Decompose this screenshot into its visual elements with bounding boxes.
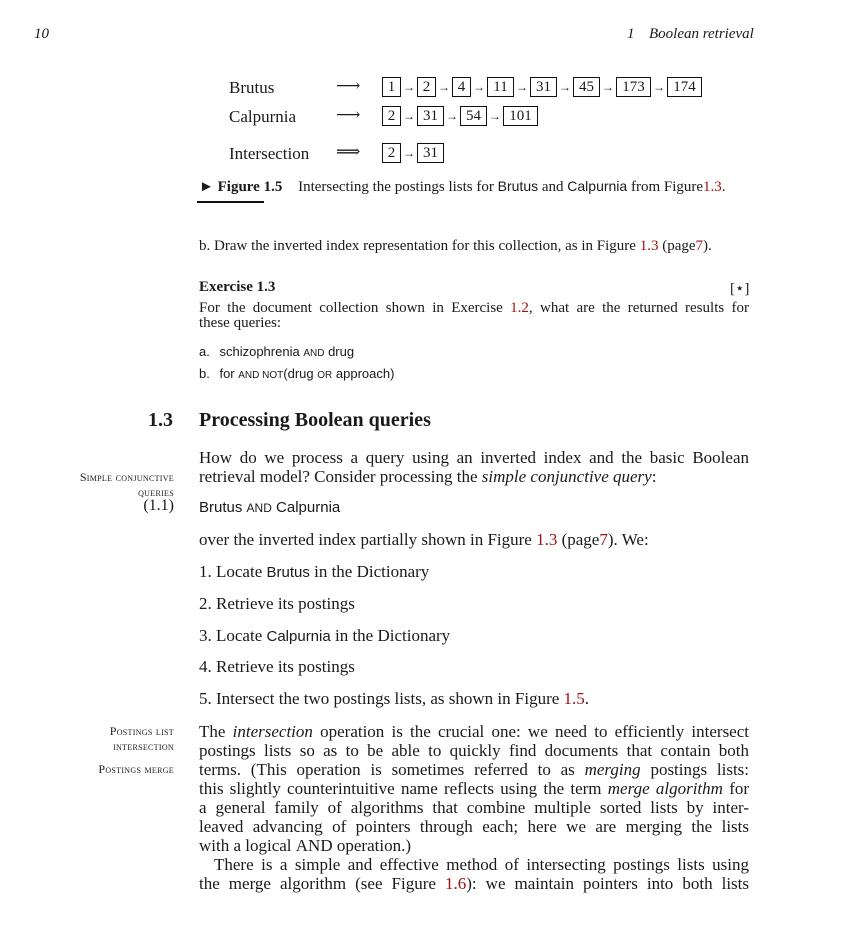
para-text: ): we maintain pointers into both lists (466, 874, 750, 893)
row-label-calpurnia: Calpurnia (229, 107, 297, 126)
intro-line2 (199, 467, 656, 486)
posting-box: 31 (417, 143, 444, 163)
over-figure-ref[interactable]: 1.3 (536, 530, 558, 549)
step-5 (199, 689, 589, 708)
para-text: The (199, 722, 226, 741)
exercise-item-b2 (199, 366, 394, 381)
posting-link-arrow: → (602, 80, 614, 94)
query-term: drug (328, 344, 355, 359)
step-2 (199, 594, 355, 613)
posting-link-arrow: → (516, 80, 528, 94)
over-text-main: over the inverted index partially shown in Figure (199, 530, 532, 549)
margin-note-postings-intersection (0, 724, 174, 754)
para-emphasis: merge algorithm (607, 779, 723, 798)
row-label-brutus: Brutus (229, 78, 275, 97)
posting-box: 174 (667, 77, 702, 97)
posting-link-arrow: → (438, 80, 450, 94)
para-line (199, 760, 749, 779)
para-text: operation is the crucial one: we need to efficiently intersect (320, 722, 749, 741)
step-term: Brutus (266, 564, 310, 581)
step-figure-ref[interactable]: 1.5 (563, 689, 585, 708)
caption-and: and (541, 179, 564, 195)
para-text: postings lists: (650, 760, 750, 779)
posting-box: 173 (616, 77, 651, 97)
para-smallcaps: AND (295, 836, 333, 855)
chapter-title: Boolean retrieval (649, 26, 754, 42)
exercise-title: Exercise 1.3 (199, 279, 276, 295)
step-term: Calpurnia (266, 628, 331, 645)
step-3 (199, 626, 450, 646)
step-text-post: in the Dictionary (314, 562, 430, 581)
posting-link-arrow: → (403, 109, 415, 123)
step-text-post: . (584, 689, 590, 708)
step-text: Locate (216, 626, 263, 645)
query-operator: AND (246, 501, 272, 515)
para-line (199, 874, 749, 893)
posting-box: 31 (530, 77, 557, 97)
para-text: terms. (This operation is sometimes referred to as (199, 760, 575, 779)
row-arrow-calpurnia: ⟶ (336, 105, 361, 124)
caption-marker: ► (199, 179, 214, 195)
step-text: Intersect the two postings lists, as shown in Figure (216, 689, 560, 708)
intro-text: retrieval model? Consider processing the (199, 467, 478, 486)
query-op: AND (303, 348, 325, 359)
step-number: 5. (199, 689, 212, 708)
para-text: operation.) (336, 836, 411, 855)
para-text: this slightly counterintuitive name reflects using the term (199, 779, 602, 798)
item-page-post: ). (703, 238, 712, 254)
margin-note-simple-conjunctive (0, 470, 174, 500)
posting-link-arrow: → (489, 109, 501, 123)
step-text: Locate (216, 562, 263, 581)
posting-box: 54 (460, 106, 487, 126)
item-a-letter: a. (199, 344, 210, 359)
step-number: 2. (199, 594, 212, 613)
exercise-difficulty: [⋆] (730, 281, 750, 297)
step-4 (199, 657, 355, 676)
exercise-text-line2: these queries: (199, 315, 282, 331)
query-term: approach) (335, 366, 395, 381)
posting-box: 101 (503, 106, 538, 126)
row-label-intersection: Intersection (229, 144, 310, 163)
exercise-text: For the document collection shown in Exercise (199, 300, 503, 316)
para-line: a general family of algorithms that combine multiple sorted lists by inter- (199, 798, 749, 817)
item-figure-ref[interactable]: 1.3 (639, 238, 659, 254)
query-term-brutus: Brutus (199, 499, 243, 516)
para-text: for (729, 779, 750, 798)
caption-rule (197, 201, 264, 203)
over-text (199, 530, 649, 549)
step-number: 3. (199, 626, 212, 645)
para-emphasis: intersection (232, 722, 313, 741)
para-emphasis: merging (584, 760, 641, 779)
margin-note-line: Simple conjunctive (79, 470, 174, 484)
para-line: postings lists so as to be able to quickly find documents that contain both (199, 741, 749, 760)
posting-box: 1 (382, 77, 401, 97)
exercise-item-a (199, 344, 354, 359)
margin-note-line: Postings list (109, 724, 174, 738)
posting-box: 2 (417, 77, 436, 97)
equation-number: (1.1) (143, 497, 174, 514)
para-figure-ref[interactable]: 1.6 (445, 874, 467, 893)
posting-box: 45 (573, 77, 600, 97)
para-line (199, 722, 749, 741)
posting-box: 31 (417, 106, 444, 126)
para-line (199, 779, 749, 798)
page-number: 10 (34, 26, 49, 42)
posting-link-arrow: → (559, 80, 571, 94)
exercise-item-b (199, 238, 712, 255)
posting-link-arrow: → (403, 146, 415, 160)
section-number: 1.3 (148, 409, 173, 431)
query-op: OR (317, 370, 333, 381)
paragraph-merge (199, 855, 749, 893)
item-page-pre: (page (662, 238, 696, 254)
posting-link-arrow: → (403, 80, 415, 94)
query-term: (drug (283, 366, 314, 381)
posting-box: 2 (382, 106, 401, 126)
step-number: 1. (199, 562, 212, 581)
caption-figure-ref[interactable]: 1.3 (703, 179, 722, 195)
step-text: Retrieve its postings (216, 594, 355, 613)
para-line: There is a simple and effective method of intersecting postings lists using (214, 855, 749, 874)
caption-term-brutus: Brutus (497, 178, 539, 194)
step-1 (199, 562, 429, 582)
caption-term-calpurnia: Calpurnia (567, 178, 628, 194)
query-term: for (219, 366, 235, 381)
row-arrow-intersection: ⟹ (336, 142, 361, 161)
query-term-calpurnia: Calpurnia (276, 499, 341, 516)
figure-caption (199, 178, 726, 196)
intro-colon: : (651, 467, 657, 486)
exercise-text-line1 (199, 300, 749, 317)
para-text: the merge algorithm (see Figure (199, 874, 436, 893)
para-text: with a logical (199, 836, 292, 855)
caption-text: Intersecting the postings lists for (298, 179, 494, 195)
item-b-letter: b. (199, 366, 210, 381)
step-text: Retrieve its postings (216, 657, 355, 676)
query-term: schizophrenia (219, 344, 300, 359)
para-line (199, 836, 749, 855)
posting-link-arrow: → (473, 80, 485, 94)
caption-end: . (721, 179, 726, 195)
margin-note-line: intersection (113, 739, 174, 753)
step-text-post: in the Dictionary (334, 626, 451, 645)
over-post: ). We: (607, 530, 649, 549)
section-title: Processing Boolean queries (199, 409, 431, 431)
row-arrow-brutus: ⟶ (336, 76, 361, 95)
posting-box: 11 (487, 77, 514, 97)
item-text: Draw the inverted index representation for this collection, as in Figure (214, 238, 636, 254)
query-display (199, 499, 340, 516)
posting-box: 2 (382, 143, 401, 163)
paragraph-intersection (199, 722, 749, 855)
posting-box: 4 (452, 77, 471, 97)
item-letter: b. (199, 238, 211, 254)
over-page-pre: (page (561, 530, 600, 549)
intro-line1: How do we process a query using an inverted index and the basic Boolean (199, 448, 749, 467)
exercise-text-post: , what are the returned results for (528, 300, 750, 316)
step-number: 4. (199, 657, 212, 676)
item-page-ref[interactable]: 7 (695, 238, 704, 254)
margin-note-line: queries (138, 485, 174, 499)
margin-note-postings-merge: Postings merge (98, 762, 174, 776)
caption-from: from Figure (630, 179, 704, 195)
exercise-ref[interactable]: 1.2 (510, 300, 529, 316)
over-page-ref[interactable]: 7 (599, 530, 608, 549)
posting-link-arrow: → (446, 109, 458, 123)
posting-link-arrow: → (653, 80, 665, 94)
para-line: leaved advancing of pointers through each; here we are merging the lists (199, 817, 749, 836)
chapter-number: 1 (627, 26, 635, 42)
caption-label: Figure 1.5 (217, 179, 283, 195)
intro-emphasis: simple conjunctive query (481, 467, 652, 486)
query-op: AND NOT (238, 370, 284, 381)
